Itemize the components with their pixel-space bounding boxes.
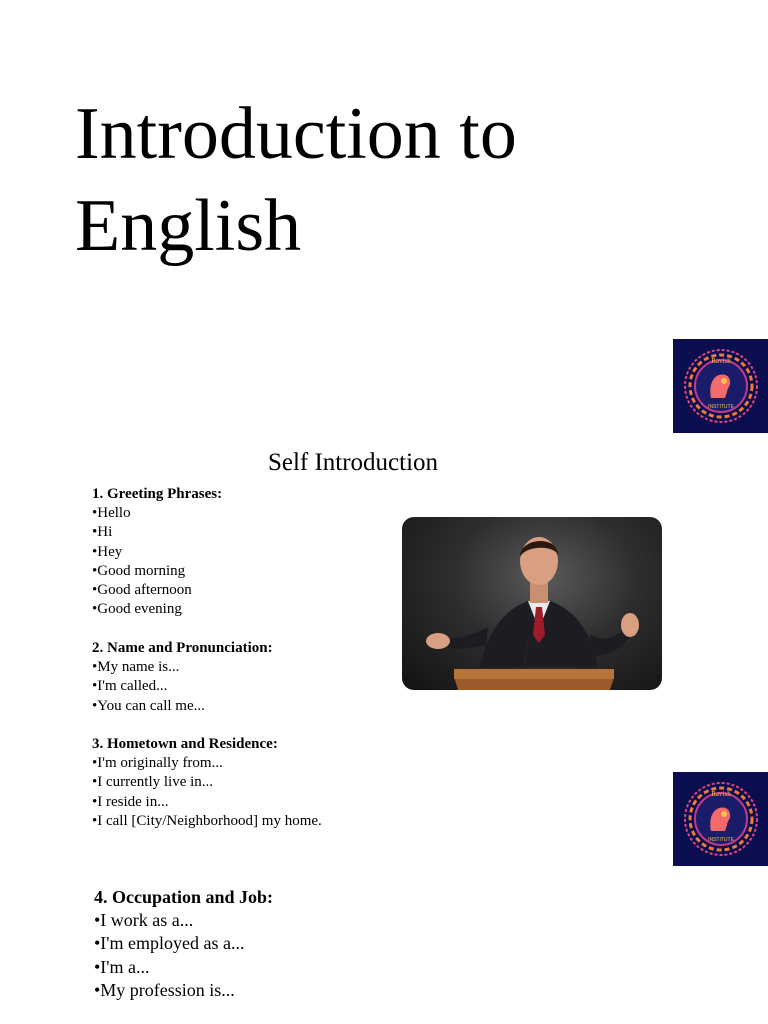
institute-logo <box>673 772 768 866</box>
list-item: •Good afternoon <box>92 582 192 599</box>
name-pronunciation-section <box>92 639 273 716</box>
section-heading: 1. Greeting Phrases: <box>92 486 223 502</box>
list-item: •I'm a... <box>94 956 150 977</box>
list-item: •Good evening <box>92 601 182 618</box>
list-item: •Good morning <box>92 562 186 579</box>
list-item: •I'm called... <box>92 678 168 695</box>
logo-text-top: Ravish <box>710 357 731 365</box>
institute-logo <box>673 339 768 433</box>
list-item: •I work as a... <box>94 910 194 931</box>
logo-text-bottom: INSTITUTE <box>707 837 734 843</box>
list-item: •Hi <box>92 524 113 541</box>
list-item: •I call [City/Neighborhood] my home. <box>92 812 322 829</box>
list-item: •I reside in... <box>92 793 169 810</box>
logo-text-bottom: INSTITUTE <box>707 404 734 410</box>
section-heading: 3. Hometown and Residence: <box>92 736 278 752</box>
hometown-residence-section <box>92 735 322 831</box>
list-item: •You can call me... <box>92 697 205 714</box>
list-item: •I currently live in... <box>92 774 214 791</box>
title-line: English <box>75 185 302 267</box>
speaker-photo <box>402 517 662 690</box>
greeting-phrases-section <box>92 485 222 619</box>
section-heading: 2. Name and Pronunciation: <box>92 640 273 656</box>
list-item: •My name is... <box>92 659 180 676</box>
occupation-job-section <box>94 886 273 1002</box>
section-title: Self Introduction <box>267 449 439 476</box>
logo-text-top: Ravish <box>710 790 731 798</box>
section-heading: 4. Occupation and Job: <box>94 887 274 907</box>
list-item: •I'm originally from... <box>92 755 223 772</box>
list-item: •I'm employed as a... <box>94 933 245 954</box>
list-item: •Hello <box>92 505 131 522</box>
title-line: Introduction to <box>75 93 517 175</box>
list-item: •My profession is... <box>94 979 235 1000</box>
page-title <box>75 88 635 272</box>
list-item: •Hey <box>92 543 123 560</box>
